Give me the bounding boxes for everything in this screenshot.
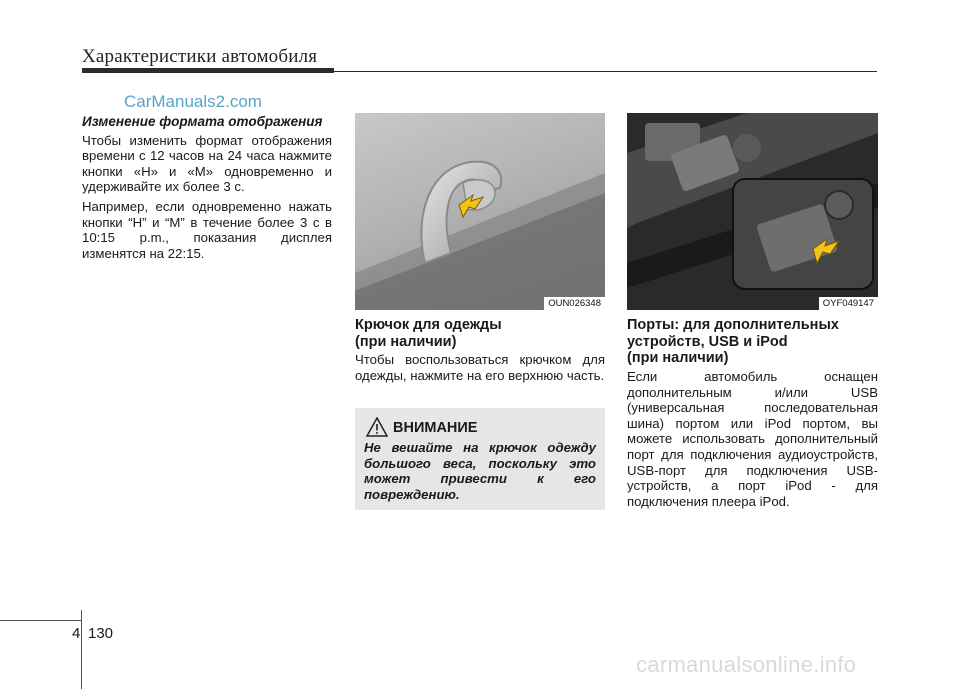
warning-box bbox=[355, 408, 605, 510]
ports-title-line: (при наличии) bbox=[627, 350, 729, 366]
coat-hook-illustration bbox=[355, 113, 605, 310]
warning-text: Не вешайте на крючок одежду большого веса, поскольку это может привести к его повреждению. bbox=[364, 440, 596, 502]
warning-triangle-icon bbox=[366, 417, 388, 437]
section-number: 4 bbox=[72, 625, 81, 642]
hook-paragraph: Чтобы воспользоваться крючком для одежды, нажмите на его верхнюю часть. bbox=[355, 352, 605, 383]
ports-section-title bbox=[627, 317, 878, 367]
time-format-section bbox=[82, 114, 332, 265]
ports-title-line: устройств, USB и iPod bbox=[627, 333, 788, 350]
time-format-paragraph-1: Чтобы изменить формат отображения времени с 12 часов на 24 часа нажмите кнопки «H» и «M» одновременно и удерживайте их более 3 с. bbox=[82, 132, 332, 195]
page-header-title: Характеристики автомобиля bbox=[82, 46, 318, 67]
page-corner-rule bbox=[81, 610, 82, 689]
figure-code: OYF049147 bbox=[819, 297, 878, 310]
page-number: 130 bbox=[88, 625, 114, 642]
ports-section bbox=[627, 369, 878, 513]
page-corner-rule bbox=[0, 620, 81, 621]
figure-code: OUN026348 bbox=[544, 297, 605, 310]
time-format-subheading: Изменение формата отображения bbox=[82, 114, 323, 129]
ports-paragraph: Если автомобиль оснащен дополнительным и/или USB (универсальная последовательная шина) портом или iPod портом, вы можете использовать дополнительный порт для подключения аудиоустройств, USB-порт для подключения USB-устройств, а порт iPod - для подключения плеера iPod. bbox=[627, 369, 878, 509]
watermark-link[interactable]: CarManuals2.com bbox=[124, 92, 262, 111]
hook-section bbox=[355, 352, 605, 387]
footer-watermark: carmanualsonline.info bbox=[636, 652, 857, 677]
ports-photo bbox=[627, 113, 878, 310]
header-bar bbox=[82, 68, 334, 73]
time-format-paragraph-2: Например, если одновременно нажать кнопки “H” и “M” в течение более 3 с в 10:15 p.m., показания дисплея изменятся на 22:15. bbox=[82, 198, 332, 261]
coat-hook-photo bbox=[355, 113, 605, 310]
ports-illustration bbox=[627, 113, 878, 310]
ports-title-line: Порты: для дополнительных bbox=[627, 317, 839, 333]
warning-title: ВНИМАНИЕ bbox=[393, 420, 478, 436]
hook-title-line: (при наличии) bbox=[355, 333, 457, 350]
hook-section-title bbox=[355, 317, 605, 350]
header-rule bbox=[334, 71, 877, 72]
hook-title-line: Крючок для одежды bbox=[355, 317, 502, 333]
